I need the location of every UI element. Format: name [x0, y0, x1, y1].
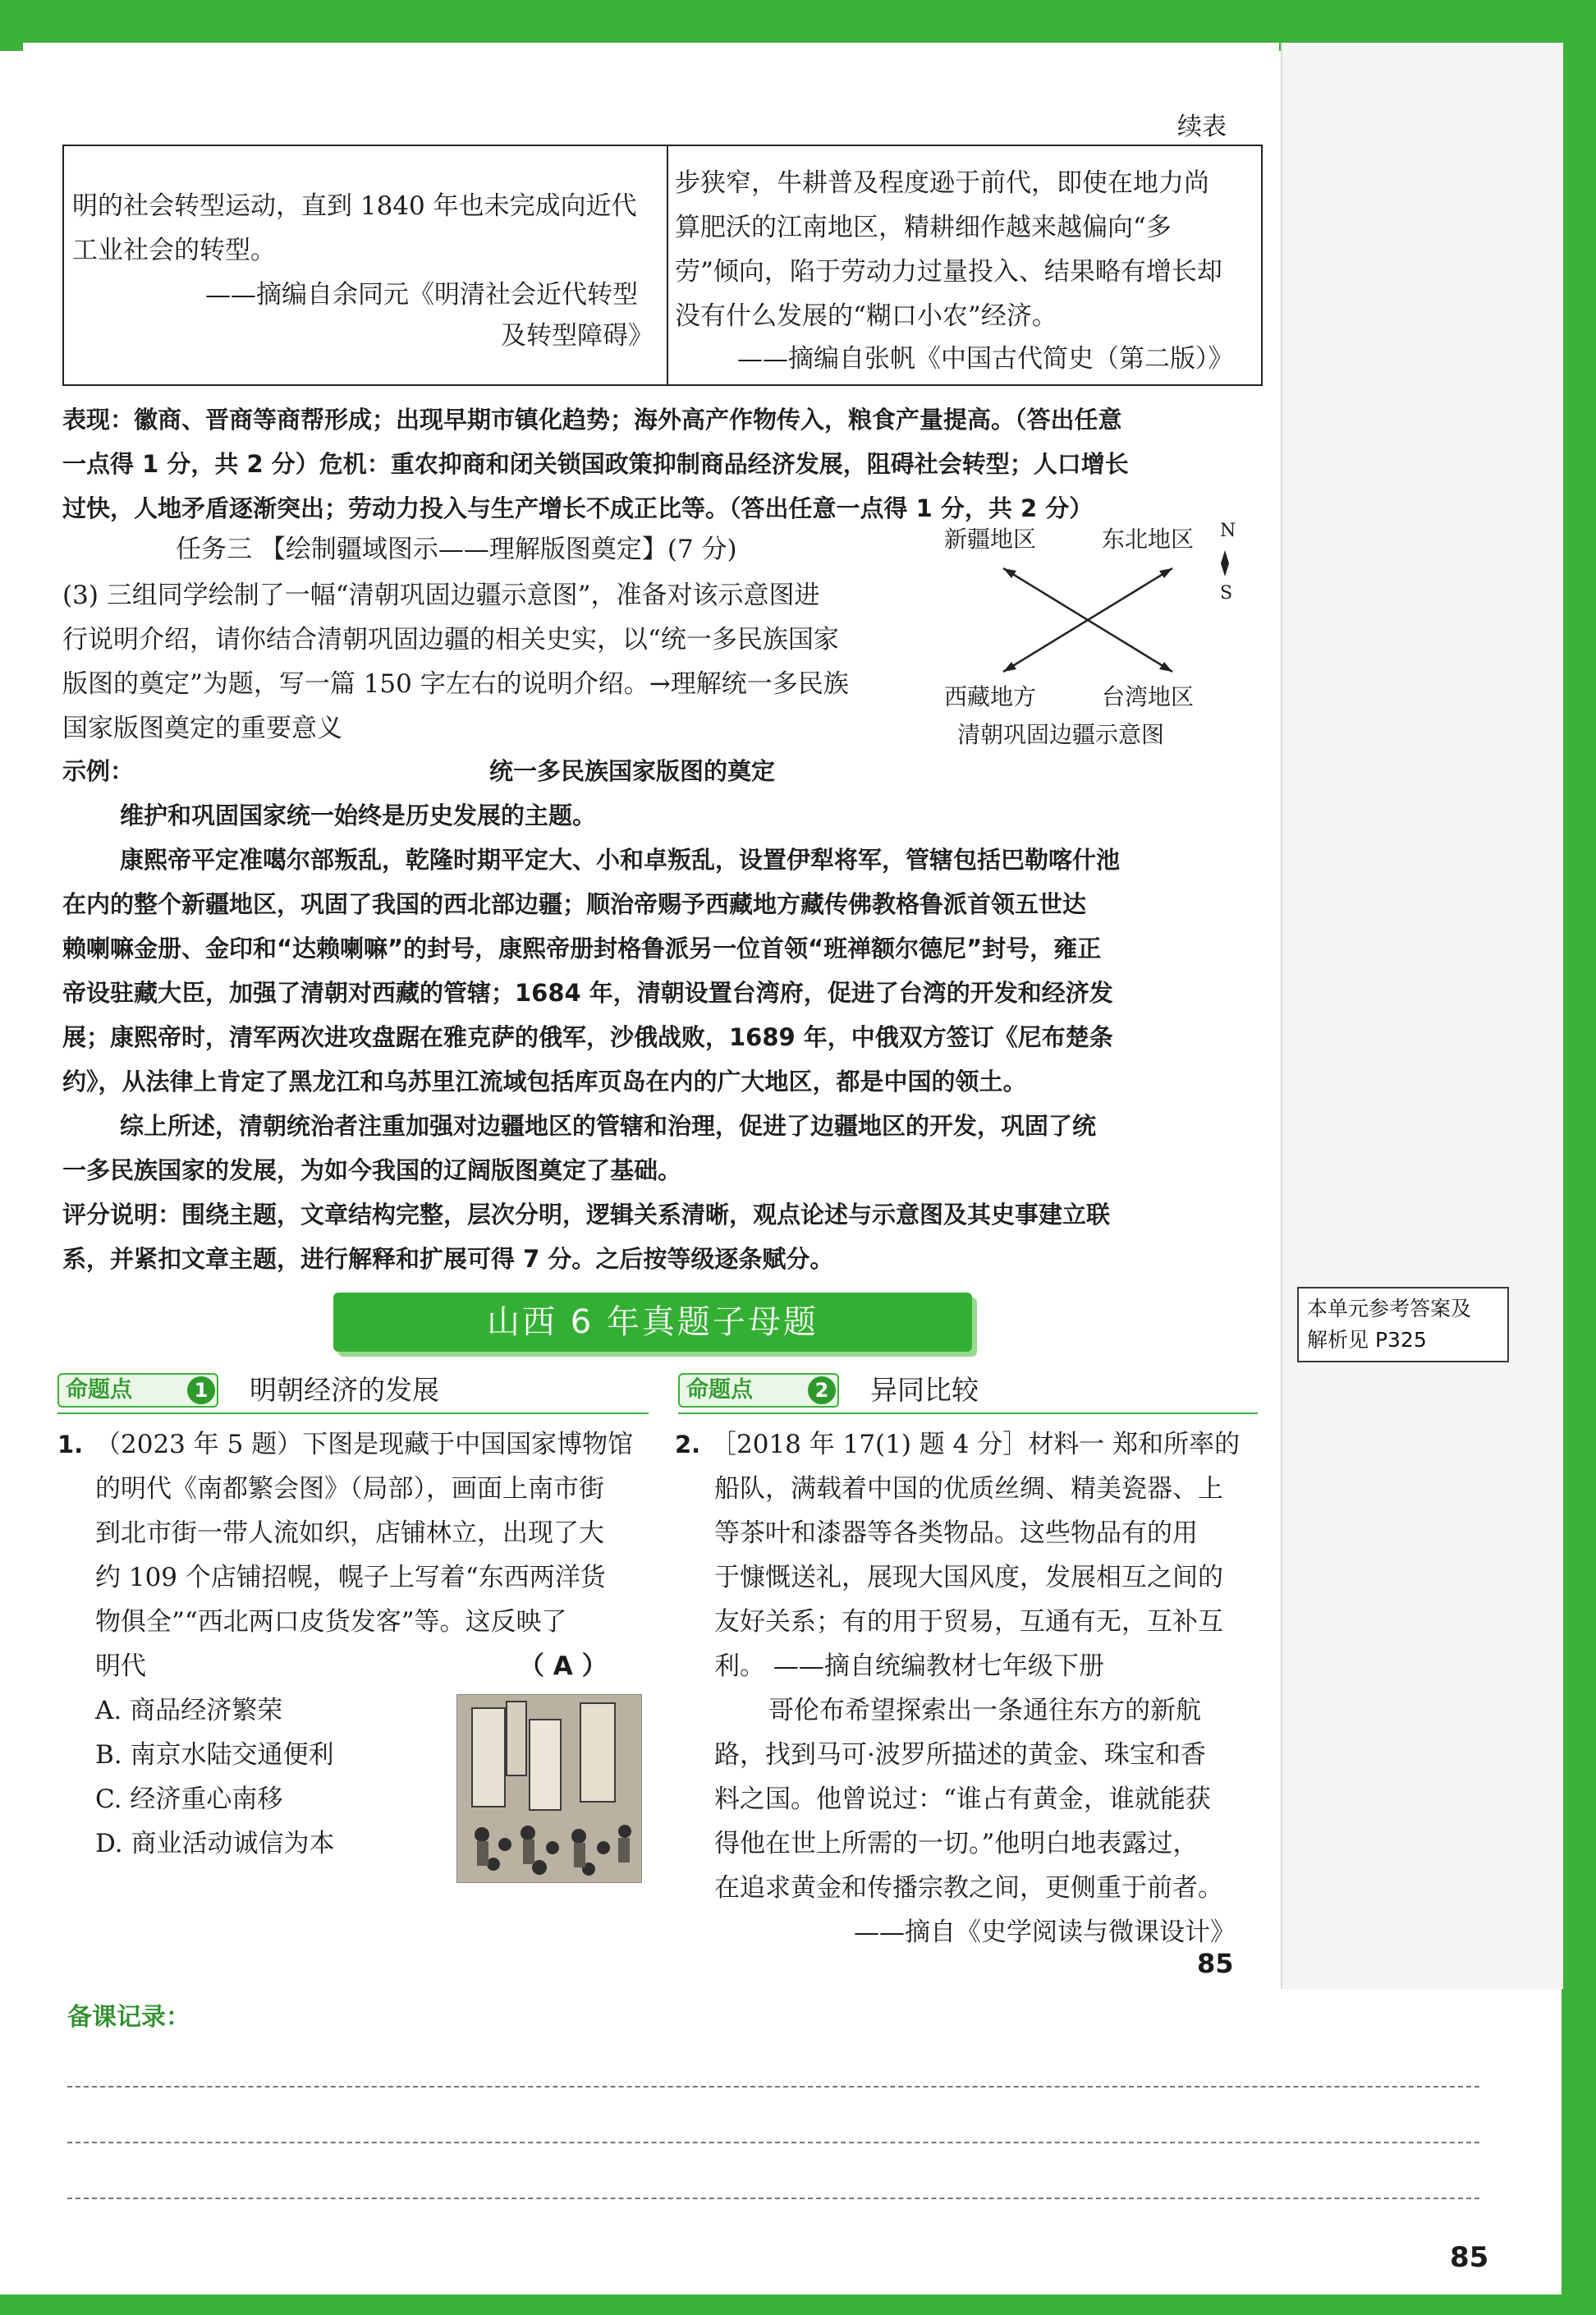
example-title: 统一多民族国家版图的奠定 — [489, 757, 776, 785]
q1-option-c: C. 经济重心南移 — [95, 1784, 283, 1814]
task3-heading: 任务三 【绘制疆域图示——理解版图奠定】(7 分) — [176, 535, 737, 564]
q1-line: 的明代《南都繁会图》（局部），画面上南市街 — [95, 1474, 604, 1504]
example-line: 在内的整个新疆地区，巩固了我国的西北部边疆；顺治帝赐予西藏地方藏传佛教格鲁派首领五世达 — [62, 890, 1087, 918]
answer-line: 表现：徽商、晋商等商帮形成；出现早期市镇化趋势；海外高产作物传入，粮食产量提高。（答出任意 — [62, 406, 1122, 434]
scoring-line: 系，并紧扣文章主题，进行解释和扩展可得 7 分。之后按等级逐条赋分。 — [62, 1245, 834, 1273]
task3-prompt-line: 版图的奠定”为题，写一篇 150 字左右的说明介绍。→理解统一多民族 — [62, 669, 849, 699]
compass-north: N — [1220, 521, 1236, 541]
page-number-outer: 85 — [1450, 2241, 1489, 2274]
point-tag-number: 1 — [187, 1376, 215, 1404]
q1-answer: （ A ） — [519, 1651, 608, 1681]
table-left-citation: 及转型障碍》 — [501, 321, 654, 351]
q1-line: 物俱全”“西北两口皮货发客”等。这反映了 — [95, 1607, 567, 1637]
answer-line: 一点得 1 分，共 2 分）危机：重农抑商和闭关锁国政策抑制商品经济发展，阻碍社会转型；人口增长 — [62, 450, 1129, 478]
example-line: 综上所述，清朝统治者注重加强对边疆地区的管辖和治理，促进了边疆地区的开发，巩固了统 — [120, 1112, 1097, 1140]
example-line: 赖喇嘛金册、金印和“达赖喇嘛”的封号，康熙帝册封格鲁派另一位首领“班禅额尔德尼”封号，雍正 — [62, 935, 1102, 962]
notes-line — [67, 2198, 1479, 2199]
point2-title: 异同比较 — [870, 1374, 979, 1406]
point1-title: 明朝经济的发展 — [250, 1374, 439, 1406]
side-note-line: 本单元参考答案及 — [1307, 1297, 1472, 1321]
table-right-line: 算肥沃的江南地区，精耕细作越来越偏向“多 — [675, 213, 1172, 242]
q1-number: 1. — [57, 1431, 84, 1458]
q2-line: 哥伦布希望探索出一条通往东方的新航 — [768, 1696, 1201, 1725]
diagram-label-taiwan: 台湾地区 — [1102, 683, 1195, 710]
point-tag-label: 命题点 — [686, 1377, 753, 1403]
table-divider — [667, 146, 668, 384]
q2-line: 于慷慨送礼，展现大国风度，发展相互之间的 — [714, 1563, 1223, 1592]
q2-line: 得他在世上所需的一切。”他明白地表露过， — [714, 1829, 1199, 1858]
q1-option-b: B. 南京水陆交通便利 — [95, 1740, 334, 1770]
example-line: 康熙帝平定准噶尔部叛乱，乾隆时期平定大、小和卓叛乱，设置伊犁将军，管辖包括巴勒喀什池 — [120, 846, 1121, 874]
example-line: 一多民族国家的发展，为如今我国的辽阔版图奠定了基础。 — [62, 1156, 682, 1184]
q1-option-a: A. 商品经济繁荣 — [95, 1696, 283, 1725]
q2-line: 料之国。他曾说过：“谁占有黄金，谁就能获 — [714, 1784, 1211, 1814]
section-banner — [333, 1293, 972, 1352]
diagram-arrows — [944, 526, 1240, 706]
answer-reference-note — [1297, 1287, 1509, 1362]
q2-number: 2. — [675, 1431, 701, 1458]
page-number-inner: 85 — [1197, 1948, 1234, 1979]
q1-line: 到北市街一带人流如织，店铺林立，出现了大 — [95, 1518, 604, 1548]
scoring-line: 评分说明：围绕主题，文章结构完整，层次分明，逻辑关系清晰，观点论述与示意图及其史事建立联 — [62, 1201, 1111, 1229]
answer-line: 过快，人地矛盾逐渐突出；劳动力投入与生产增长不成正比等。（答出任意一点得 1 分，共 2 分） — [62, 494, 1094, 522]
table-right-line: 没有什么发展的“糊口小农”经济。 — [675, 301, 1057, 331]
margin-column — [1281, 43, 1563, 1989]
q2-citation: ——摘自《史学阅读与微课设计》 — [854, 1918, 1236, 1947]
bottom-border — [0, 2294, 1596, 2315]
q2-line: ［2018 年 17(1) 题 4 分］材料一 郑和所率的 — [711, 1430, 1241, 1459]
point-tag-2 — [678, 1373, 839, 1408]
example-line: 帝设驻藏大臣，加强了清朝对西藏的管辖；1684 年，清朝设置台湾府，促进了台湾的开发和经济发 — [62, 979, 1113, 1007]
q1-option-d: D. 商业活动诚信为本 — [95, 1829, 335, 1858]
q2-line: 船队，满载着中国的优质丝绸、精美瓷器、上 — [714, 1474, 1223, 1504]
q2-line: 路，找到马可·波罗所描述的黄金、珠宝和香 — [714, 1740, 1206, 1770]
point1-underline — [57, 1412, 649, 1414]
diagram-caption: 清朝巩固边疆示意图 — [957, 721, 1165, 748]
diagram-label-northeast: 东北地区 — [1102, 526, 1195, 553]
example-line: 展；康熙帝时，清军两次进攻盘踞在雅克萨的俄军，沙俄战败，1689 年，中俄双方签订《尼布楚条 — [62, 1023, 1113, 1051]
task3-prompt-line: (3) 三组同学绘制了一幅“清朝巩固边疆示意图”，准备对该示意图进 — [62, 581, 820, 610]
lesson-notes-label: 备课记录： — [67, 2003, 190, 2032]
notes-line — [67, 2142, 1479, 2143]
section-banner-title: 山西 6 年真题子母题 — [487, 1303, 819, 1341]
table-left-citation: ——摘编自余同元《明清社会近代转型 — [205, 280, 638, 310]
notes-line — [67, 2086, 1479, 2088]
continuation-label: 续表 — [1177, 113, 1227, 141]
q1-line: （2023 年 5 题）下图是现藏于中国国家博物馆 — [95, 1430, 634, 1459]
point2-underline — [678, 1412, 1258, 1414]
table-left-line: 明的社会转型运动，直到 1840 年也未完成向近代 — [72, 191, 637, 221]
point-tag-label: 命题点 — [66, 1377, 132, 1403]
q2-line: 在追求黄金和传播宗教之间，更侧重于前者。 — [714, 1873, 1223, 1903]
task3-prompt-line: 国家版图奠定的重要意义 — [62, 714, 342, 743]
q2-line: 利。 ——摘自统编教材七年级下册 — [714, 1651, 1104, 1681]
example-line: 约》，从法律上肯定了黑龙江和乌苏里江流域包括库页岛在内的广大地区，都是中国的领土。 — [62, 1068, 1027, 1095]
q1-line: 明代 — [95, 1651, 146, 1681]
point-tag-number: 2 — [808, 1376, 836, 1404]
example-line: 维护和巩固国家统一始终是历史发展的主题。 — [120, 802, 597, 829]
table-right-line: 劳”倾向，陷于劳动力过量投入、结果略有增长却 — [675, 257, 1222, 287]
diagram-label-tibet: 西藏地方 — [944, 683, 1037, 710]
right-border — [1562, 0, 1596, 2315]
point-tag-1 — [57, 1373, 218, 1408]
q1-line: 约 109 个店铺招幌，幌子上写着“东西两洋货 — [95, 1563, 606, 1592]
table-right-line: 步狭窄，牛耕普及程度逊于前代，即使在地力尚 — [675, 168, 1209, 198]
table-right-citation: ——摘编自张帆《中国古代简史（第二版）》 — [737, 344, 1234, 374]
compass-south: S — [1220, 583, 1233, 604]
side-note-line: 解析见 P325 — [1307, 1328, 1427, 1352]
nandu-fanhui-painting-image — [456, 1694, 642, 1883]
table-left-line: 工业社会的转型。 — [72, 236, 276, 265]
q2-line: 等茶叶和漆器等各类物品。这些物品有的用 — [714, 1518, 1198, 1548]
q2-line: 友好关系；有的用于贸易，互通有无，互补互 — [714, 1607, 1223, 1637]
task3-prompt-line: 行说明介绍，请你结合清朝巩固边疆的相关史实，以“统一多民族国家 — [62, 625, 839, 655]
diagram-label-xinjiang: 新疆地区 — [944, 526, 1037, 553]
example-label: 示例： — [62, 757, 135, 785]
